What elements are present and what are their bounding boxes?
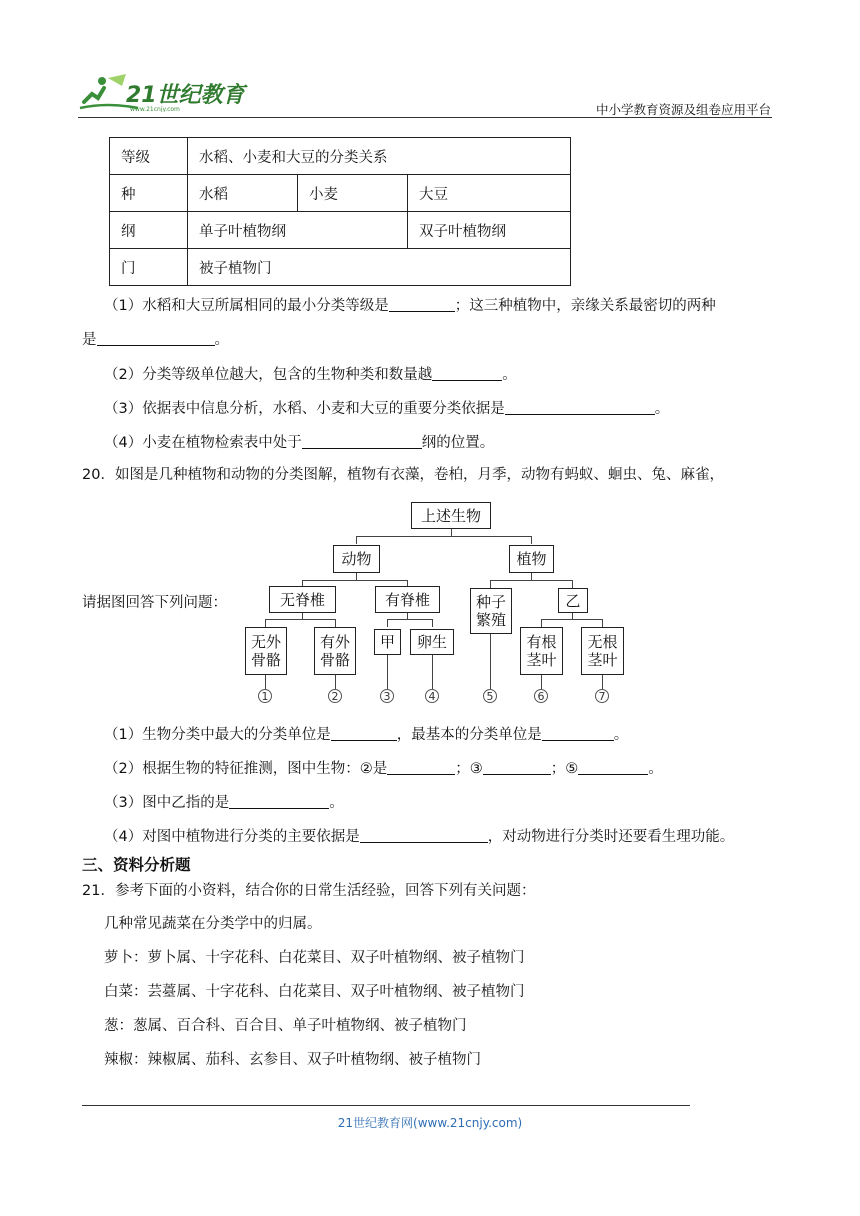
table-cell: 等级 <box>110 138 188 175</box>
connector-line <box>432 655 433 689</box>
circle-number-3: 3 <box>380 689 394 703</box>
connector-line <box>451 528 452 536</box>
circle-number-1: 1 <box>258 689 272 703</box>
q19-part2 <box>104 366 517 383</box>
q20-p1-text2: ，最基本的分类单位是 <box>396 727 542 743</box>
node-invertebrate: 无脊椎 <box>269 586 336 613</box>
connector-line <box>265 675 266 689</box>
q19-p4-end: 纲的位置。 <box>421 435 495 451</box>
q20-p3-text: （3）图中乙指的是 <box>104 795 230 811</box>
q21-lead: 几种常见蔬菜在分类学中的归属。 <box>104 916 322 932</box>
answer-blank[interactable] <box>97 331 215 346</box>
connector-line <box>265 619 336 620</box>
node-root-stem-leaf: 有根茎叶 <box>520 627 563 675</box>
table-row <box>110 249 571 286</box>
connector-line <box>541 619 603 620</box>
q19-part3 <box>104 400 669 417</box>
circle-number-4: 4 <box>425 689 439 703</box>
circle-number-6: 6 <box>534 689 548 703</box>
answer-blank[interactable] <box>229 794 329 809</box>
connector-line <box>407 612 408 619</box>
q19-p1-text: （1）水稻和大豆所属相同的最小分类等级是 <box>104 298 389 314</box>
q19-p1-text4: 。 <box>214 332 229 348</box>
table-cell: 双子叶植物纲 <box>408 212 571 249</box>
connector-line <box>541 619 542 627</box>
answer-blank[interactable] <box>360 828 488 843</box>
site-logo <box>78 72 258 112</box>
connector-line <box>490 633 491 689</box>
connector-line <box>490 580 491 588</box>
q20-p1-text: （1）生物分类中最大的分类单位是 <box>104 727 331 743</box>
node-all-organisms: 上述生物 <box>411 502 491 529</box>
q19-p3-end: 。 <box>654 401 670 417</box>
answer-blank[interactable] <box>302 434 422 449</box>
q20-p2-text2: ；③ <box>455 761 483 777</box>
q20-intro: 20．如图是几种植物和动物的分类图解，植物有衣藻，卷柏，月季，动物有蚂蚁、蛔虫、兔、麻雀， <box>82 467 724 483</box>
answer-blank[interactable] <box>432 366 502 381</box>
connector-line <box>531 572 532 580</box>
table-cell: 水稻 <box>188 175 298 212</box>
table-cell: 门 <box>110 249 188 286</box>
connector-line <box>387 619 433 620</box>
node-no-root-stem-leaf: 无根茎叶 <box>581 627 624 675</box>
table-row <box>110 138 571 175</box>
q19-p2-end: 。 <box>502 367 517 383</box>
node-seed-reproduction: 种子繁殖 <box>470 588 512 634</box>
q21-intro: 21．参考下面的小资料，结合你的日常生活经验，回答下列有关问题： <box>82 883 536 899</box>
q19-part4 <box>104 434 494 451</box>
q20-p4-text: （4）对图中植物进行分类的主要依据是 <box>104 829 360 845</box>
answer-blank[interactable] <box>578 760 648 775</box>
table-cell: 纲 <box>110 212 188 249</box>
list-item: 葱：葱属、百合科、百合目、单子叶植物纲、被子植物门 <box>104 1018 467 1034</box>
runner-logo-icon <box>78 72 258 112</box>
table-cell: 水稻、小麦和大豆的分类关系 <box>188 138 571 175</box>
connector-line <box>335 675 336 689</box>
circle-number-5: 5 <box>483 689 497 703</box>
q20-p3-end: 。 <box>329 795 344 811</box>
q20-part1 <box>104 726 628 743</box>
table-cell: 单子叶植物纲 <box>188 212 408 249</box>
connector-line <box>531 536 532 544</box>
header-divider <box>78 117 772 118</box>
q20-prompt: 请据图回答下列问题： <box>82 595 227 611</box>
section-title: 三、资料分析题 <box>82 856 191 874</box>
q19-part1 <box>104 297 716 314</box>
node-no-exoskeleton: 无外骨骼 <box>245 627 287 675</box>
q19-p1-text3: 是 <box>82 332 97 348</box>
q20-p1-end: 。 <box>613 727 629 743</box>
circle-number-7: 7 <box>595 689 609 703</box>
table-cell: 种 <box>110 175 188 212</box>
list-item: 辣椒：辣椒属、茄科、玄参目、双子叶植物纲、被子植物门 <box>104 1052 481 1068</box>
q19-part1-cont <box>82 331 229 348</box>
list-item: 白菜：芸薹属、十字花科、白花菜目、双子叶植物纲、被子植物门 <box>104 984 525 1000</box>
node-animal: 动物 <box>333 545 380 573</box>
q20-part4 <box>104 828 734 845</box>
q20-p2-end: 。 <box>648 761 663 777</box>
logo-subtext: www.21cnjy.com <box>130 106 180 112</box>
connector-line <box>572 580 573 588</box>
table-row <box>110 175 571 212</box>
q20-part3 <box>104 794 344 811</box>
circle-number-2: 2 <box>328 689 342 703</box>
connector-line <box>541 675 542 689</box>
connector-line <box>356 572 357 580</box>
footer-divider <box>82 1105 690 1106</box>
node-vertebrate: 有脊椎 <box>375 586 440 613</box>
node-oviparous: 卵生 <box>410 629 454 655</box>
classification-table <box>109 137 571 286</box>
connector-line <box>387 619 388 627</box>
connector-line <box>335 619 336 627</box>
table-row <box>110 212 571 249</box>
table-cell: 小麦 <box>298 175 408 212</box>
table-cell: 被子植物门 <box>188 249 571 286</box>
connector-line <box>265 619 266 627</box>
answer-blank[interactable] <box>505 400 655 415</box>
answer-blank[interactable] <box>387 760 455 775</box>
platform-label: 中小学教育资源及组卷应用平台 <box>595 102 771 117</box>
node-jia: 甲 <box>374 629 401 655</box>
connector-line <box>490 580 573 581</box>
q20-p2-text3: ；⑤ <box>550 761 579 777</box>
q20-p2-text: （2）根据生物的特征推测，图中生物：②是 <box>104 761 388 777</box>
q20-part2 <box>104 760 663 777</box>
logo-text: 21世纪教育 <box>126 83 245 108</box>
footer-link[interactable]: 21世纪教育网(www.21cnjy.com) <box>337 1116 523 1130</box>
connector-line <box>602 675 603 689</box>
q19-p2-text: （2）分类等级单位越大，包含的生物种类和数量越 <box>104 367 433 383</box>
connector-line <box>302 612 303 619</box>
answer-blank[interactable] <box>389 297 455 312</box>
node-plant: 植物 <box>509 545 554 573</box>
table-cell: 大豆 <box>408 175 571 212</box>
connector-line <box>432 619 433 627</box>
node-exoskeleton: 有外骨骼 <box>314 627 356 675</box>
q19-p1-text2: ；这三种植物中，亲缘关系最密切的两种 <box>454 298 716 314</box>
answer-blank[interactable] <box>483 760 551 775</box>
q19-p3-text: （3）依据表中信息分析，水稻、小麦和大豆的重要分类依据是 <box>104 401 505 417</box>
connector-line <box>302 580 408 581</box>
connector-line <box>387 655 388 689</box>
node-yi: 乙 <box>558 588 588 613</box>
answer-blank[interactable] <box>331 726 397 741</box>
connector-line <box>602 619 603 627</box>
list-item: 萝卜：萝卜属、十字花科、白花菜目、双子叶植物纲、被子植物门 <box>104 950 525 966</box>
q20-p4-end: ，对动物进行分类时还要看生理功能。 <box>487 829 735 845</box>
q19-p4-text: （4）小麦在植物检索表中处于 <box>104 435 302 451</box>
answer-blank[interactable] <box>542 726 614 741</box>
connector-line <box>572 612 573 619</box>
connector-line <box>356 536 357 544</box>
connector-line <box>356 536 532 537</box>
